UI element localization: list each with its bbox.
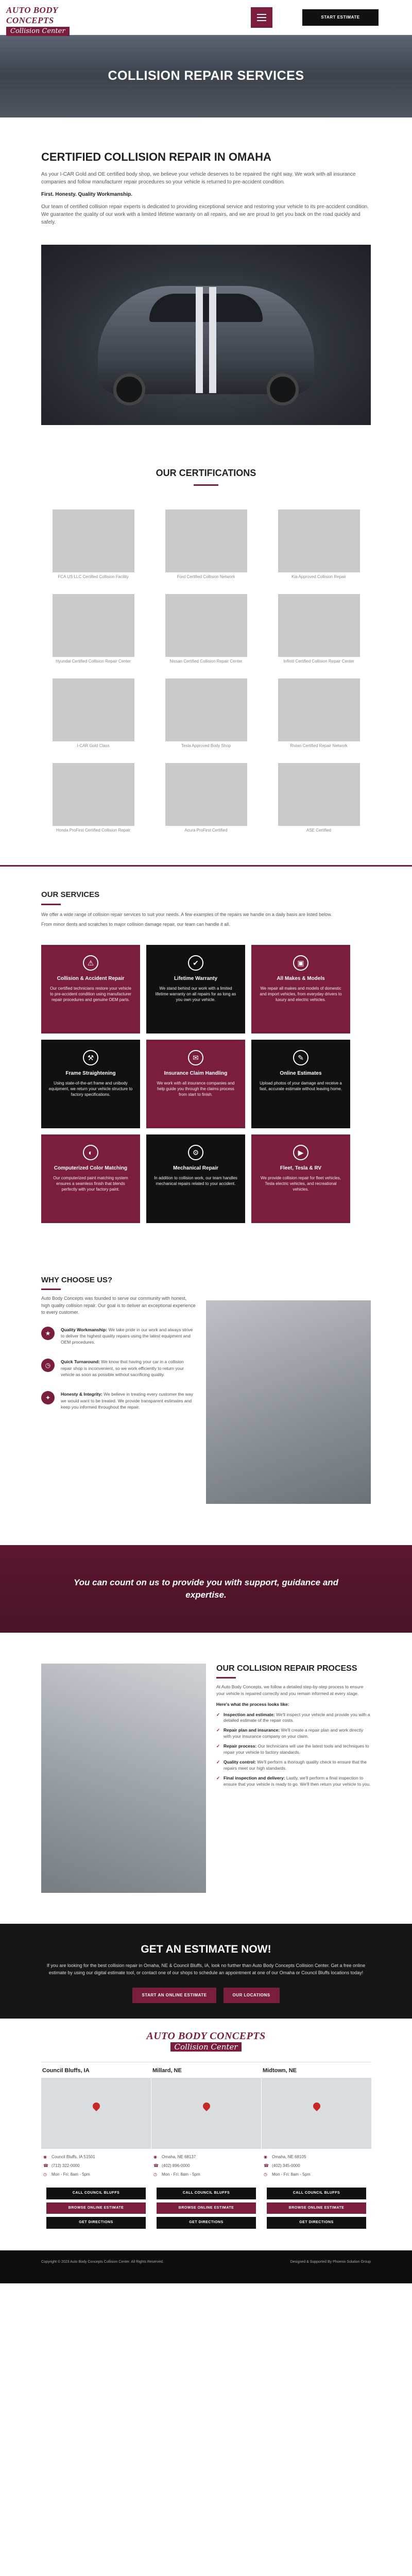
phone-icon: ☎ xyxy=(43,2163,48,2168)
car-photo xyxy=(41,245,371,425)
process-step xyxy=(216,1712,371,1724)
cert-caption: Acura ProFirst Certified xyxy=(184,828,228,833)
why-intro: Auto Body Concepts was founded to serve our community with honest, high quality collision repair. Our goal is to deliver an exceptional experience to every customer. xyxy=(41,1296,196,1315)
why-item xyxy=(41,1391,196,1410)
banner-text: You can count on us to provide you with support, guidance and expertise. xyxy=(73,1577,339,1600)
process-step xyxy=(216,1743,371,1756)
cert-logo-image xyxy=(53,594,134,657)
why-list xyxy=(41,1327,196,1411)
star-icon: ★ xyxy=(41,1327,55,1340)
site-header xyxy=(0,0,412,35)
title-divider xyxy=(194,484,218,486)
menu-toggle-button[interactable] xyxy=(251,7,272,28)
get-directions-button[interactable]: GET DIRECTIONS xyxy=(157,2217,256,2229)
location-info xyxy=(262,2149,371,2184)
shield-icon: ✔ xyxy=(188,955,203,971)
service-card[interactable] xyxy=(251,1134,350,1223)
designer-credit[interactable]: Designed & Supported By Phoenix Solution Group xyxy=(290,2260,371,2264)
repair-photo xyxy=(41,1664,206,1893)
title-divider xyxy=(41,1289,61,1290)
intro-paragraph: Our team of certified collision repair experts is dedicated to providing exceptional service and restoring your vehicle to its pre-accident condition. We guarantee the quality of our work with a limited lifetime warranty on all repairs, and we are proud to get you back on the road quickly and safely. xyxy=(41,204,369,225)
service-title: All Makes & Models xyxy=(277,975,325,981)
why-item-body: We believe in treating every customer the way we would want to be treated. We provide transparent estimates and keep you informed throughout the repair. xyxy=(61,1392,193,1410)
intro-tagline: First. Honesty. Quality Workmanship. xyxy=(41,192,132,197)
why-item-title: Quality Workmanship: xyxy=(61,1327,108,1332)
paint-icon: ◐ xyxy=(83,1145,98,1160)
service-description: We provide collision repair for fleet vehicles, Tesla electric vehicles, and recreational vehicles. xyxy=(261,1175,341,1192)
location-card xyxy=(262,2062,371,2232)
service-title: Fleet, Tesla & RV xyxy=(280,1165,322,1171)
cert-item xyxy=(165,679,247,755)
process-step-title: Inspection and estimate: xyxy=(224,1711,275,1717)
cert-item xyxy=(165,510,247,586)
online-estimate-button[interactable]: BROWSE ONLINE ESTIMATE xyxy=(267,2202,366,2214)
location-pin-icon: ◉ xyxy=(264,2155,267,2159)
intro-section xyxy=(41,117,371,425)
estimate-icon: ✎ xyxy=(293,1050,308,1065)
why-item-text xyxy=(61,1391,196,1410)
service-description: Our certified technicians restore your vehicle to pre-accident condition using manufacturer repair procedures and genuine OEM parts. xyxy=(50,986,131,1002)
service-description: Our computerized paint matching system ensures a seamless finish that blends perfectly with your factory paint. xyxy=(53,1175,128,1192)
get-directions-button[interactable]: GET DIRECTIONS xyxy=(46,2217,146,2229)
service-card[interactable] xyxy=(41,1134,140,1223)
location-hours xyxy=(153,2172,259,2178)
services-paragraph: From minor dents and scratches to major collision damage repair, our team can handle it all. xyxy=(41,922,230,927)
location-phone-text[interactable]: (712) 322-0000 xyxy=(52,2163,80,2168)
copyright-text: Copyright © 2023 Auto Body Concepts Collision Center. All Rights Reserved. xyxy=(41,2260,164,2264)
cert-caption: Kia Approved Collision Repair xyxy=(291,574,346,579)
location-card xyxy=(151,2062,261,2232)
car-crash-icon: ⚠ xyxy=(83,955,98,971)
cert-item xyxy=(278,594,360,670)
why-choose-us-section xyxy=(41,1223,371,1504)
clock-icon: ◷ xyxy=(153,2172,157,2177)
cert-item xyxy=(53,763,134,839)
location-hours xyxy=(264,2172,369,2178)
service-title: Frame Straightening xyxy=(65,1070,116,1076)
location-pin-icon: ◉ xyxy=(43,2155,47,2159)
process-subhead: Here's what the process looks like: xyxy=(216,1701,289,1707)
cert-caption: Tesla Approved Body Shop xyxy=(181,743,231,748)
location-address-text: Council Bluffs, IA 51501 xyxy=(52,2155,95,2159)
services-paragraph: We offer a wide range of collision repair services to suit your needs. A few examples of the repairs we handle on a daily basis are listed below. xyxy=(41,911,332,917)
phone-icon: ☎ xyxy=(264,2163,269,2168)
why-item-body: We know that having your car in a collision repair shop is inconvenient, so we work efficiently to return your vehicle as soon as possible without sacrificing quality. xyxy=(61,1359,184,1378)
cert-item xyxy=(278,510,360,586)
page-title: COLLISION REPAIR SERVICES xyxy=(108,69,304,83)
process-step-text: Our technicians will use the latest tools and techniques to repair your vehicle to factory standards. xyxy=(224,1743,369,1755)
process-title: OUR COLLISION REPAIR PROCESS xyxy=(216,1664,357,1673)
title-divider xyxy=(216,1677,236,1679)
call-location-button[interactable]: CALL COUNCIL BLUFFS xyxy=(267,2188,366,2199)
start-estimate-button[interactable]: START ESTIMATE xyxy=(302,9,379,26)
service-title: Insurance Claim Handling xyxy=(164,1070,228,1076)
process-step-text: We'll perform a thorough quality check to ensure that the repairs meet our high standards. xyxy=(224,1759,367,1771)
cert-caption: Hyundai Certified Collision Repair Center xyxy=(56,659,131,664)
cert-caption: Honda ProFirst Certified Collision Repair xyxy=(56,828,131,833)
service-title: Online Estimates xyxy=(280,1070,322,1076)
certifications-section xyxy=(0,425,412,850)
clock-icon: ◷ xyxy=(264,2172,267,2177)
process-step-title: Quality control: xyxy=(224,1759,256,1765)
frame-icon: ⚒ xyxy=(83,1050,98,1065)
hamburger-icon xyxy=(257,17,266,18)
services-title: OUR SERVICES xyxy=(41,890,100,899)
why-item-text xyxy=(61,1359,196,1378)
service-description: We repair all makes and models of domestic and import vehicles, from everyday drivers to luxury and electric vehicles. xyxy=(260,986,342,1002)
why-item-title: Honesty & Integrity: xyxy=(61,1392,102,1397)
estimate-title: GET AN ESTIMATE NOW! xyxy=(141,1943,271,1955)
site-logo[interactable] xyxy=(6,5,83,35)
location-hours-text: Mon - Fri: 8am - 5pm xyxy=(272,2172,311,2177)
service-card[interactable] xyxy=(251,945,350,1033)
location-phone xyxy=(43,2163,149,2169)
cert-logo-image xyxy=(53,679,134,741)
certifications-title: OUR CERTIFICATIONS xyxy=(156,468,256,478)
online-estimate-button[interactable]: BROWSE ONLINE ESTIMATE xyxy=(157,2202,256,2214)
service-description: Using state-of-the-art frame and unibody equipment, we return your vehicle structure to factory specifications. xyxy=(48,1080,133,1097)
cert-logo-image xyxy=(278,679,360,741)
cert-item xyxy=(53,594,134,670)
services-section xyxy=(0,865,412,1223)
location-card xyxy=(41,2062,151,2232)
certifications-grid xyxy=(0,510,412,839)
service-description: Upload photos of your damage and receive a fast, accurate estimate without leaving home. xyxy=(259,1080,342,1091)
truck-icon: ▶ xyxy=(293,1145,308,1160)
why-item xyxy=(41,1327,196,1346)
hero-banner xyxy=(0,35,412,117)
process-step-text: We'll create a repair plan and work directly with your insurance company on your claim. xyxy=(224,1727,364,1739)
service-card[interactable] xyxy=(41,1040,140,1128)
location-hours-text: Mon - Fri: 8am - 5pm xyxy=(52,2172,90,2177)
cert-logo-image xyxy=(278,763,360,826)
estimate-cta-section xyxy=(0,1924,412,2019)
service-description: We stand behind our work with a limited lifetime warranty on all repairs for as long as you own your vehicle. xyxy=(155,986,236,1002)
location-name: Millard, NE xyxy=(152,2067,182,2074)
service-card[interactable] xyxy=(41,945,140,1033)
location-address xyxy=(264,2154,369,2160)
get-directions-button[interactable]: GET DIRECTIONS xyxy=(267,2217,366,2229)
cert-logo-image xyxy=(165,594,247,657)
service-title: Computerized Color Matching xyxy=(54,1165,128,1171)
location-map[interactable] xyxy=(151,2078,261,2149)
cert-caption: Rivian Certified Repair Network xyxy=(290,743,348,748)
bottom-bar xyxy=(0,2250,412,2283)
locations-grid xyxy=(41,2062,371,2232)
location-pin-icon: ◉ xyxy=(153,2155,157,2159)
cert-caption: I-CAR Gold Class xyxy=(77,743,110,748)
location-name: Council Bluffs, IA xyxy=(42,2067,90,2074)
title-divider xyxy=(41,904,61,905)
map-pin-icon xyxy=(91,2101,101,2111)
cert-logo-image xyxy=(278,510,360,572)
clock-icon: ◷ xyxy=(41,1359,55,1372)
logo-wordmark-top: AUTO BODY CONCEPTS xyxy=(6,5,58,25)
cert-logo-image xyxy=(165,679,247,741)
cert-logo-image xyxy=(53,510,134,572)
intro-heading: CERTIFIED COLLISION REPAIR IN OMAHA xyxy=(41,150,271,163)
cert-item xyxy=(53,679,134,755)
process-step-title: Repair plan and insurance: xyxy=(224,1727,280,1733)
cert-logo-image xyxy=(53,763,134,826)
cert-item xyxy=(278,679,360,755)
process-step xyxy=(216,1727,371,1740)
process-content xyxy=(216,1664,371,1893)
why-content xyxy=(41,1275,196,1504)
why-item xyxy=(41,1359,196,1378)
location-info xyxy=(151,2149,261,2184)
location-phone xyxy=(264,2163,369,2169)
our-locations-button[interactable]: OUR LOCATIONS xyxy=(224,1988,280,2003)
phone-icon: ☎ xyxy=(153,2163,159,2168)
service-title: Mechanical Repair xyxy=(173,1165,218,1171)
location-address-text: Omaha, NE 68137 xyxy=(162,2155,196,2159)
why-item-body: We take pride in our work and always strive to deliver the highest quality repairs using the latest equipment and OEM procedures. xyxy=(61,1327,193,1345)
repair-process-section xyxy=(41,1633,371,1893)
call-location-button[interactable]: CALL COUNCIL BLUFFS xyxy=(46,2188,146,2199)
why-item-text xyxy=(61,1327,196,1346)
online-estimate-button[interactable]: BROWSE ONLINE ESTIMATE xyxy=(46,2202,146,2214)
wrench-icon: ⚙ xyxy=(188,1145,203,1160)
location-phone xyxy=(153,2163,259,2169)
cert-caption: FCA US LLC Certified Collision Facility xyxy=(58,574,129,579)
location-hours xyxy=(43,2172,149,2178)
handshake-icon: ✦ xyxy=(41,1391,55,1404)
service-description: In addition to collision work, our team handles mechanical repairs related to your accident. xyxy=(154,1175,237,1186)
hamburger-icon xyxy=(257,20,266,21)
location-map[interactable] xyxy=(262,2078,371,2149)
location-address xyxy=(153,2154,259,2160)
cert-item xyxy=(278,763,360,839)
process-lead: At Auto Body Concepts, we follow a detailed step-by-step process to ensure your vehicle is repaired correctly and you remain informed at every stage. xyxy=(216,1684,364,1697)
estimate-buttons xyxy=(0,1988,412,2003)
process-step-title: Final inspection and delivery: xyxy=(224,1775,285,1781)
cert-logo-image xyxy=(165,510,247,572)
start-online-estimate-button[interactable]: START AN ONLINE ESTIMATE xyxy=(132,1988,216,2003)
footer-logo[interactable] xyxy=(0,2019,412,2062)
location-hours-text: Mon - Fri: 8am - 5pm xyxy=(162,2172,200,2177)
service-card[interactable] xyxy=(146,1040,245,1128)
why-title: WHY CHOOSE US? xyxy=(41,1275,113,1284)
location-address xyxy=(43,2154,149,2160)
service-card[interactable] xyxy=(146,945,245,1033)
estimate-text: If you are looking for the best collision repair in Omaha, NE & Council Bluffs, IA, look no further than Auto Body Concepts Collision Center. Get a free online estimate by using our digital estimate tool, or contact one of our shops to schedule an appointment at one of our Omaha or Council Bluffs locations today! xyxy=(46,1963,366,1975)
map-pin-icon xyxy=(201,2101,212,2111)
intro-paragraph: As your I-CAR Gold and OE certified body shop, we believe your vehicle deserves to be repaired the right way. We work with all insurance companies and follow manufacturer repair procedures so your vehicle is returned to pre-accident condition. xyxy=(41,172,356,185)
why-item-title: Quick Turnaround: xyxy=(61,1359,100,1365)
service-card[interactable] xyxy=(251,1040,350,1128)
service-card[interactable] xyxy=(146,1134,245,1223)
support-banner xyxy=(0,1545,412,1633)
services-grid xyxy=(41,945,371,1223)
logo-wordmark-top: AUTO BODY CONCEPTS xyxy=(146,2030,266,2042)
service-title: Lifetime Warranty xyxy=(174,975,218,981)
map-pin-icon xyxy=(312,2101,322,2111)
cert-caption: Nissan Certified Collision Repair Center xyxy=(169,659,243,664)
car-icon: ▣ xyxy=(293,955,308,971)
process-step-title: Repair process: xyxy=(224,1743,257,1749)
service-title: Collision & Accident Repair xyxy=(57,975,125,981)
cert-logo-image xyxy=(278,594,360,657)
hamburger-icon xyxy=(257,14,266,15)
location-phone-text[interactable]: (402) 896-0000 xyxy=(162,2163,190,2168)
process-step xyxy=(216,1759,371,1772)
location-map[interactable] xyxy=(41,2078,151,2149)
clock-icon: ◷ xyxy=(43,2172,47,2177)
process-step xyxy=(216,1775,371,1788)
cert-caption: Infiniti Certified Collision Repair Center xyxy=(283,659,354,664)
cert-item xyxy=(53,510,134,586)
location-info xyxy=(41,2149,151,2184)
cert-logo-image xyxy=(165,763,247,826)
cert-caption: Ford Certified Collision Network xyxy=(177,574,235,579)
location-name: Midtown, NE xyxy=(263,2067,297,2074)
process-step-text: Lastly, we'll perform a final inspection to ensure that your vehicle is ready to go. We'll then return your vehicle to you. xyxy=(224,1775,371,1787)
cert-item xyxy=(165,594,247,670)
technician-photo xyxy=(206,1300,371,1504)
logo-wordmark-bottom: Collision Center xyxy=(170,2042,242,2052)
cert-caption: ASE Certified xyxy=(306,828,332,833)
service-description: We work with all insurance companies and help guide you through the claims process from start to finish. xyxy=(157,1080,235,1097)
logo-wordmark-bottom: Collision Center xyxy=(6,27,70,36)
cert-item xyxy=(165,763,247,839)
call-location-button[interactable]: CALL COUNCIL BLUFFS xyxy=(157,2188,256,2199)
process-steps-list xyxy=(216,1712,371,1788)
location-phone-text[interactable]: (402) 345-0000 xyxy=(272,2163,300,2168)
insurance-icon: ✉ xyxy=(188,1050,203,1065)
location-address-text: Omaha, NE 68105 xyxy=(272,2155,306,2159)
process-step-text: We'll inspect your vehicle and provide you with a detailed estimate of the repair costs. xyxy=(224,1711,370,1723)
